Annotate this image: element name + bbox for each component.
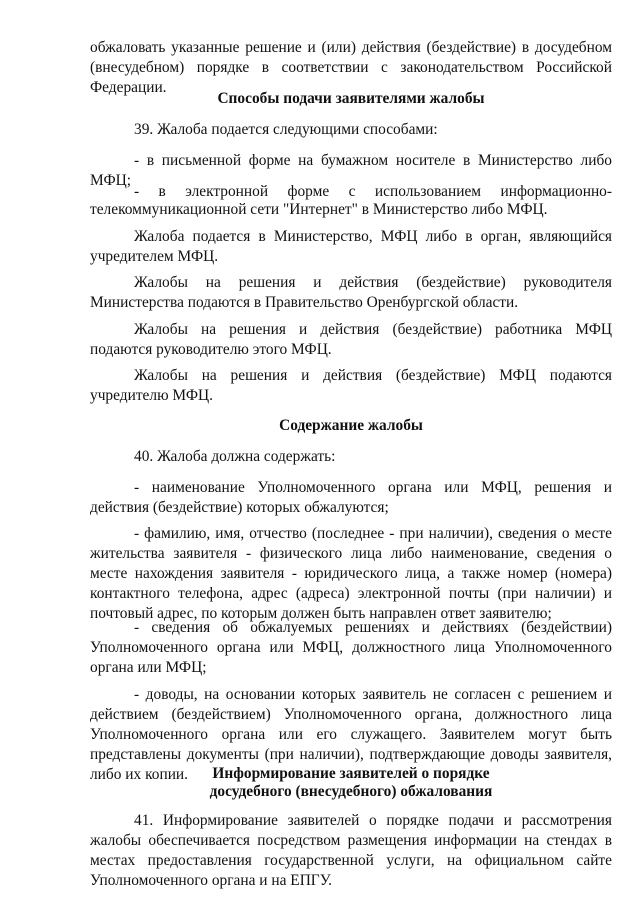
paragraph-appealed-decisions: - сведения об обжалуемых решениях и действиях (бездействии) Уполномоченного органа или МФЦ, должностного лица Уполномоченного органа или МФЦ; [90, 619, 612, 676]
paragraph-mfc-complaints: Жалобы на решения и действия (бездействие) МФЦ подаются учредителю МФЦ. [90, 367, 612, 404]
paragraph-40: 40. Жалоба должна содержать: [134, 448, 336, 465]
heading-complaint-methods: Способы подачи заявителями жалобы [217, 90, 485, 107]
paragraph-continuation: обжаловать указанные решение и (или) действия (бездействие) в досудебном (внесудебном) порядке в соответствии с законодательством Российской Федерации. [90, 39, 612, 96]
paragraph-arguments: - доводы, на основании которых заявитель не согласен с решением и действием (бездействием) Уполномоченного органа, должностного лица Уполномоченного органа или его служащего. Заявителем могут быть представлены документы (при наличии), подтверждающие доводы заявителя, либо их копии. [90, 686, 612, 783]
paragraph-39: 39. Жалоба подается следующими способами: [134, 121, 438, 138]
heading-complaint-content: Содержание жалобы [279, 417, 423, 434]
paragraph-head-complaints: Жалобы на решения и действия (бездействие) руководителя Министерства подаются в Правительство Оренбургской области. [90, 274, 612, 311]
paragraph-electronic-form-cont: телекоммуникационной сети "Интернет" в Министерство либо МФЦ. [90, 201, 548, 218]
paragraph-electronic-form: - в электронной форме с использованием информационно- [134, 183, 612, 200]
paragraph-submission: Жалоба подается в Министерство, МФЦ либо в орган, являющийся учредителем МФЦ. [90, 228, 612, 265]
paragraph-41: 41. Информирование заявителей о порядке подачи и рассмотрения жалобы обеспечивается посредством размещения информации на стендах в местах предоставления государственной услуги, на официальном сайте Уполномоченного органа и на ЕПГУ. [90, 812, 612, 889]
heading-informing-line1: Информирование заявителей о порядке [212, 765, 490, 782]
paragraph-applicant-details: - фамилию, имя, отчество (последнее - при наличии), сведения о месте жительства заявителя - физического лица либо наименование, сведения о месте нахождения заявителя - юридического лица, а также номер (номера) контактного телефона, адрес (адреса) электронной почты (при наличии) и почтовый адрес, по которым должен быть направлен ответ заявителю; [90, 525, 612, 622]
heading-informing-line2: досудебного (внесудебного) обжалования [209, 783, 493, 800]
paragraph-worker-complaints: Жалобы на решения и действия (бездействие) работника МФЦ подаются руководителю этого МФЦ. [90, 321, 612, 358]
paragraph-paper-form: - в письменной форме на бумажном носителе в Министерство либо МФЦ; [90, 152, 612, 189]
paragraph-body-name: - наименование Уполномоченного органа или МФЦ, решения и действия (бездействие) которых обжалуются; [90, 479, 612, 516]
